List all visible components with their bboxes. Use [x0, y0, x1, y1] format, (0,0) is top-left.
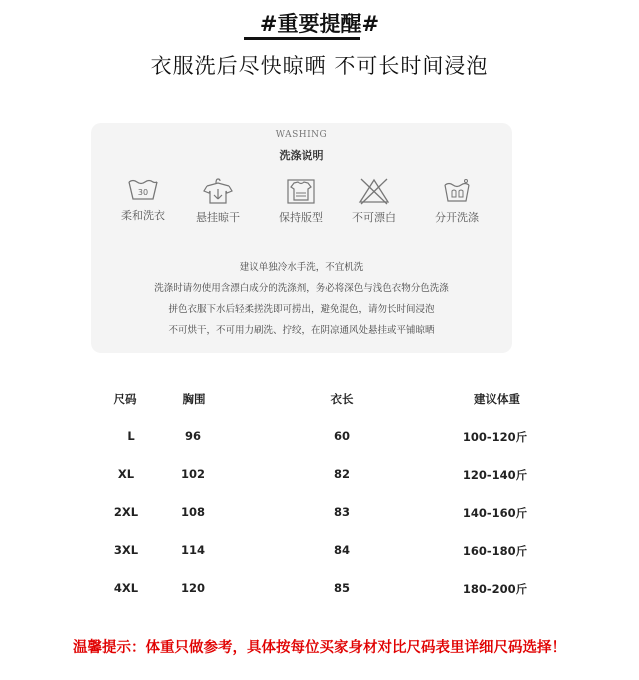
care-instruction: 洗涤时请勿使用含漂白成分的洗涤剂，务必将深色与浅色衣物分色洗涤 [154, 283, 449, 294]
size-column-header: 尺码 [113, 392, 137, 406]
no-bleach-icon [357, 177, 391, 205]
care-title-en: WASHING [275, 130, 328, 140]
wash-temp-label: 30 [137, 188, 149, 197]
size-cell: 2XL [113, 505, 139, 519]
care-item-keep-shape [265, 177, 337, 225]
weight-cell: 120-140斤 [462, 468, 528, 482]
wash-30-icon [126, 177, 160, 203]
care-label: 柔和洗衣 [121, 209, 165, 222]
care-item-no-bleach [338, 177, 410, 225]
weight-column-header: 建议体重 [474, 392, 520, 406]
weight-cell: 100-120斤 [462, 430, 528, 444]
weight-cell: 140-160斤 [462, 506, 528, 520]
length-cell: 84 [333, 543, 351, 557]
care-item-gentle-wash [107, 177, 179, 223]
weight-cell: 160-180斤 [462, 544, 528, 558]
care-label: 悬挂晾干 [196, 211, 240, 224]
hang-dry-icon [201, 177, 235, 205]
size-table [0, 385, 639, 615]
chest-cell: 120 [180, 581, 206, 595]
care-label: 保持版型 [279, 211, 323, 224]
care-label: 不可漂白 [352, 211, 396, 224]
title-underline [244, 37, 360, 40]
care-title-cn: 洗涤说明 [279, 149, 324, 162]
washing-care-card [91, 123, 512, 353]
size-notice: 温馨提示：体重只做参考，具体按每位买家身材对比尺码表里详细尺码选择！ [73, 639, 566, 656]
size-cell: 4XL [113, 581, 139, 595]
page-subtitle: 衣服洗后尽快晾晒 不可长时间浸泡 [150, 54, 489, 78]
care-item-separate-wash [421, 177, 493, 225]
size-cell: 3XL [113, 543, 139, 557]
length-cell: 82 [333, 467, 351, 481]
page-title: #重要提醒# [259, 12, 380, 36]
care-instruction: 拼色衣服下水后轻柔搓洗即可捞出，避免混色，请勿长时间浸泡 [168, 304, 435, 315]
length-cell: 83 [333, 505, 351, 519]
size-cell: L [127, 429, 135, 443]
chest-cell: 96 [184, 429, 202, 443]
chest-cell: 102 [180, 467, 206, 481]
weight-cell: 180-200斤 [462, 582, 528, 596]
chest-column-header: 胸围 [182, 392, 206, 406]
length-cell: 85 [333, 581, 351, 595]
care-label: 分开洗涤 [435, 211, 479, 224]
length-column-header: 衣长 [330, 392, 354, 406]
care-instruction: 不可烘干，不可用力刷洗、拧绞，在阴凉通风处悬挂或平铺晾晒 [168, 325, 435, 336]
size-cell: XL [117, 467, 135, 481]
chest-cell: 114 [180, 543, 206, 557]
care-instruction: 建议单独冷水手洗，不宜机洗 [239, 262, 364, 273]
chest-cell: 108 [180, 505, 206, 519]
separate-wash-icon [440, 177, 474, 205]
care-item-hang-dry [182, 177, 254, 225]
shirt-shape-icon [284, 177, 318, 205]
length-cell: 60 [333, 429, 351, 443]
